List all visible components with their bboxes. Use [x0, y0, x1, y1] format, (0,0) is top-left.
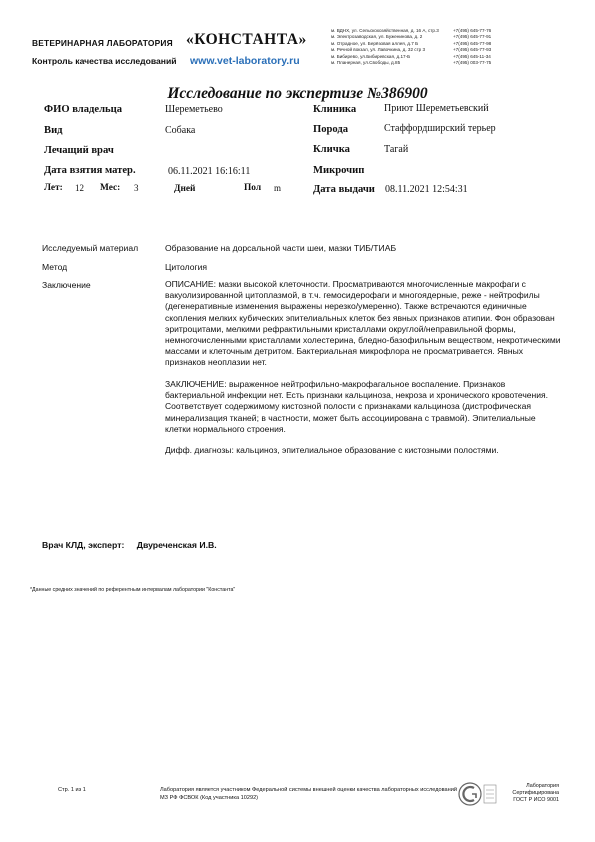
page-number: Стр. 1 из 1: [58, 787, 86, 793]
phone-line: +7(495) 645-77-93: [453, 47, 492, 53]
conclusion-body: [165, 279, 563, 467]
expert-signature-line: [42, 540, 217, 550]
sex-value: m: [274, 183, 282, 193]
conclusion-label: Заключение: [42, 280, 91, 290]
expert-label: Врач КЛД, эксперт:: [42, 540, 125, 550]
lab-title: ВЕТЕРИНАРНАЯ ЛАБОРАТОРИЯ: [32, 38, 173, 48]
method-value: Цитология: [165, 262, 208, 272]
lab-phones: [453, 28, 491, 66]
phone-line: +7(495) 645-77-91: [453, 34, 492, 40]
phone-line: +7(495) 645-11-34: [453, 53, 491, 59]
method-label: Метод: [42, 262, 68, 272]
owner-label: ФИО владельца: [44, 104, 123, 115]
nickname-value: Тагай: [384, 144, 409, 155]
sample-date-value: 06.11.2021 16:16:11: [168, 166, 251, 177]
phone-line: +7(495) 003-77-75: [453, 60, 492, 66]
sex-label: Пол: [244, 183, 262, 193]
reference-footnote: *Данные средних значений по референтным интервалам лаборатории "Константа": [30, 587, 236, 593]
days-label: Дней: [174, 184, 196, 194]
species-value: Собака: [165, 125, 196, 136]
issue-date-value: 08.11.2021 12:54:31: [385, 184, 468, 195]
cert-line: Сертифицирована: [512, 790, 559, 796]
owner-value: Шереметьево: [165, 104, 223, 115]
material-label: Исследуемый материал: [42, 243, 139, 253]
address-line: м. Планерная, ул.Свободы, д.85: [331, 60, 401, 66]
years-label: Лет:: [44, 183, 63, 193]
phone-line: +7(495) 645-77-98: [453, 40, 492, 46]
nickname-label: Кличка: [313, 144, 350, 155]
lab-website-link[interactable]: www.vet-laboratory.ru: [190, 55, 300, 67]
cert-line: ГОСТ Р ИСО 9001: [513, 797, 559, 803]
months-value: 3: [134, 183, 139, 193]
species-label: Вид: [44, 125, 63, 136]
description-paragraph: ОПИСАНИЕ: мазки высокой клеточности. Просматриваются многочисленные макрофаги с вакуолизированной цитоплазмой, в т.ч. гемосидерофаги и многоядерные, реже - нейтрофилы (дегенеративные изменения выражены нерезко/умеренно). Также встречаются единичные скопления мелких кубических эпителиальных клеток без явных признаков атипии. Фон образован эритроцитами, мелкими рефрактильными кристаллами округлой/неправильной формы, немногочисленными кристаллами холестерина, бледно-базофильным веществом, некротическими массами и клеточным детритом. Бактериальная микрофлора не просматривается. Явных признаков неоплазии нет.: [165, 279, 561, 368]
certification-text: [497, 783, 559, 804]
differential-paragraph: Дифф. диагнозы: кальциноз, эпителиальное образование с кистозными полостями.: [165, 445, 499, 456]
address-line: м. ВДНХ, ул. Сельскохозяйственная, д. 16 А, стр.3: [331, 28, 439, 33]
address-line: м. Бибирево, ул.Бибиревская, д.17-Б: [331, 53, 411, 59]
lab-brand-name: «КОНСТАНТА»: [186, 31, 307, 48]
sample-date-label: Дата взятия матер.: [44, 165, 136, 176]
address-line: м. Речной вокзал, ул. Лавочкина, д. 32 стр 3: [331, 47, 426, 53]
issue-date-label: Дата выдачи: [313, 184, 375, 195]
breed-label: Порода: [313, 124, 349, 135]
phone-line: +7(495) 645-77-76: [453, 28, 492, 33]
cert-line: Лаборатория: [526, 783, 559, 789]
lab-subtitle: Контроль качества исследований: [32, 56, 177, 66]
microchip-label: Микрочип: [313, 165, 365, 176]
address-line: м. Отрадное, ул. Берёзовая аллея, д.7 Б: [331, 40, 419, 46]
years-value: 12: [75, 183, 84, 193]
certification-logo-icon: [458, 779, 498, 809]
document-title: Исследование по экспертизе №386900: [167, 85, 428, 102]
clinic-value: Приют Шереметьевский: [384, 103, 489, 114]
material-value: Образование на дорсальной части шеи, мазки ТИБ/ТИАБ: [165, 243, 397, 253]
months-label: Мес:: [100, 183, 121, 193]
lab-addresses: [331, 28, 439, 66]
breed-value: Стаффордширский терьер: [384, 123, 496, 134]
expert-name: Двуреченская И.В.: [136, 540, 217, 550]
clinic-label: Клиника: [313, 104, 357, 115]
conclusion-paragraph: ЗАКЛЮЧЕНИЕ: выраженное нейтрофильно-макрофагальное воспаление. Признаков бактериальной инфекции нет. Есть признаки кальциноза, некроза и хронического кровотечения. Соответствует содержимому кистозной полости с признаками кальциноза (дистрофическая минерализация тканей; в частности, может быть ассоциирована с травмой). Эпителиальные клетки нормального строения.: [165, 379, 549, 434]
fsvok-disclaimer: Лаборатория является участником Федеральной системы внешней оценки качества лабораторных исследований МЗ РФ ФСВОК (Код участника 10292): [160, 787, 457, 801]
attending-doctor-label: Лечащий врач: [44, 145, 114, 156]
address-line: м. Электрозаводская, ул. Буженинова, д. 2: [331, 34, 423, 40]
